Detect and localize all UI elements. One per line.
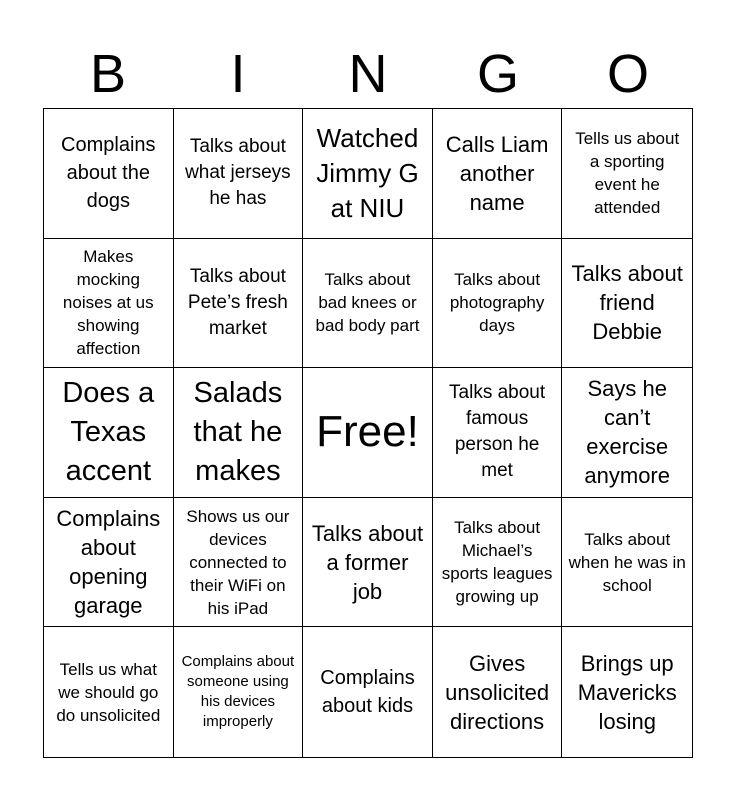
cell-text: Tells us about a sporting event he attended bbox=[575, 129, 680, 218]
bingo-cell[interactable] bbox=[303, 239, 433, 369]
cell-text: Complains about opening garage bbox=[56, 506, 161, 619]
cell-text: Watched Jimmy G at NIU bbox=[316, 122, 419, 223]
bingo-cell[interactable] bbox=[433, 498, 563, 628]
bingo-cell[interactable] bbox=[174, 368, 304, 498]
cell-text: Does a Texas accent bbox=[62, 376, 155, 487]
cell-text: Complains about someone using his devices improperly bbox=[181, 653, 295, 731]
cell-text: Talks about famous person he met bbox=[449, 382, 546, 482]
bingo-cell[interactable] bbox=[44, 109, 174, 239]
cell-text: Makes mocking noises at us showing affection bbox=[62, 247, 154, 359]
bingo-cell[interactable] bbox=[433, 109, 563, 239]
cell-text: Talks about Michael’s sports leagues growing up bbox=[441, 518, 553, 607]
cell-text: Calls Liam another name bbox=[445, 131, 549, 215]
header-letter-o: O bbox=[606, 44, 649, 104]
header-letter-n: N bbox=[348, 44, 388, 104]
bingo-cell[interactable] bbox=[44, 368, 174, 498]
cell-text: Complains about kids bbox=[320, 667, 415, 718]
cell-text: Talks about what jerseys he has bbox=[185, 136, 291, 210]
cell-text: Gives unsolicited directions bbox=[445, 650, 550, 734]
bingo-cell[interactable] bbox=[562, 498, 692, 628]
bingo-cell[interactable] bbox=[303, 627, 433, 757]
free-space-label: Free! bbox=[316, 407, 419, 457]
cell-text: Salads that he makes bbox=[193, 376, 283, 487]
bingo-cell[interactable] bbox=[174, 109, 304, 239]
bingo-cell[interactable] bbox=[433, 239, 563, 369]
bingo-cell[interactable] bbox=[562, 627, 692, 757]
cell-text: Shows us our devices connected to their WiFi on his iPad bbox=[186, 506, 290, 618]
bingo-board bbox=[43, 108, 693, 758]
header-letter-i: I bbox=[230, 44, 246, 104]
bingo-cell[interactable] bbox=[562, 109, 692, 239]
bingo-cell[interactable] bbox=[433, 368, 563, 498]
bingo-cell[interactable] bbox=[303, 498, 433, 628]
cell-text: Talks about bad knees or bad body part bbox=[315, 270, 420, 336]
header-letter-b: B bbox=[89, 44, 127, 104]
cell-text: Tells us what we should go do unsolicited bbox=[56, 659, 161, 725]
bingo-cell[interactable] bbox=[303, 109, 433, 239]
bingo-cell[interactable] bbox=[44, 239, 174, 369]
free-space-cell[interactable] bbox=[303, 368, 433, 498]
cell-text: Talks about friend Debbie bbox=[571, 261, 683, 345]
header-letter-g: G bbox=[476, 44, 519, 104]
cell-text: Talks about Pete’s fresh market bbox=[187, 265, 288, 339]
bingo-cell[interactable] bbox=[174, 498, 304, 628]
bingo-cell[interactable] bbox=[562, 368, 692, 498]
cell-text: Talks about a former job bbox=[311, 520, 424, 604]
cell-text: Talks about photography days bbox=[449, 270, 545, 336]
bingo-cell[interactable] bbox=[174, 627, 304, 757]
bingo-header bbox=[43, 40, 693, 108]
bingo-cell[interactable] bbox=[44, 498, 174, 628]
bingo-cell[interactable] bbox=[433, 627, 563, 757]
bingo-cell[interactable] bbox=[174, 239, 304, 369]
bingo-cell[interactable] bbox=[44, 627, 174, 757]
cell-text: Talks about when he was in school bbox=[568, 529, 686, 595]
cell-text: Says he can’t exercise anymore bbox=[584, 376, 670, 489]
bingo-cell[interactable] bbox=[562, 239, 692, 369]
cell-text: Brings up Mavericks losing bbox=[577, 650, 677, 734]
cell-text: Complains about the dogs bbox=[61, 134, 156, 213]
